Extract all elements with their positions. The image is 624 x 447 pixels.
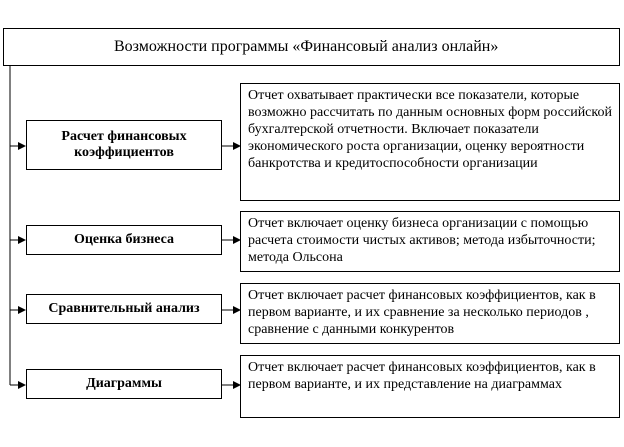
feature-box-ratios — [26, 120, 222, 170]
feature-box-valuation — [26, 225, 222, 255]
diagram-title-text: Возможности программы «Финансовый анализ онлайн» — [114, 38, 499, 55]
description-box-ratios — [240, 83, 620, 201]
feature-label: Диаграммы — [86, 376, 162, 391]
description-box-valuation — [240, 211, 620, 272]
description-text: Отчет охватывает практически все показатели, которые возможно рассчитать по данным основных форм российской бухгалтерской отчетности. Включает показатели экономического роста организации, оценку вероятности банкротства и кредитоспособности организации — [248, 88, 612, 171]
feature-label: Сравнительный анализ — [48, 301, 200, 316]
description-box-comparative — [240, 283, 620, 344]
description-text: Отчет включает расчет финансовых коэффициентов, как в первом варианте, и их представление на диаграммах — [248, 360, 596, 392]
description-text: Отчет включает расчет финансовых коэффициентов, как в первом варианте, и их сравнение за несколько периодов , сравнение с данными конкурентов — [248, 288, 596, 337]
diagram-title — [3, 28, 620, 66]
feature-label: Расчет финансовых коэффициентов — [61, 129, 187, 160]
feature-box-comparative — [26, 294, 222, 324]
description-box-charts — [240, 355, 620, 418]
feature-box-charts — [26, 369, 222, 399]
feature-label: Оценка бизнеса — [73, 232, 175, 247]
description-text: Отчет включает оценку бизнеса организации с помощью расчета стоимости чистых активов; метода избыточности; метода Ольсона — [248, 216, 596, 265]
